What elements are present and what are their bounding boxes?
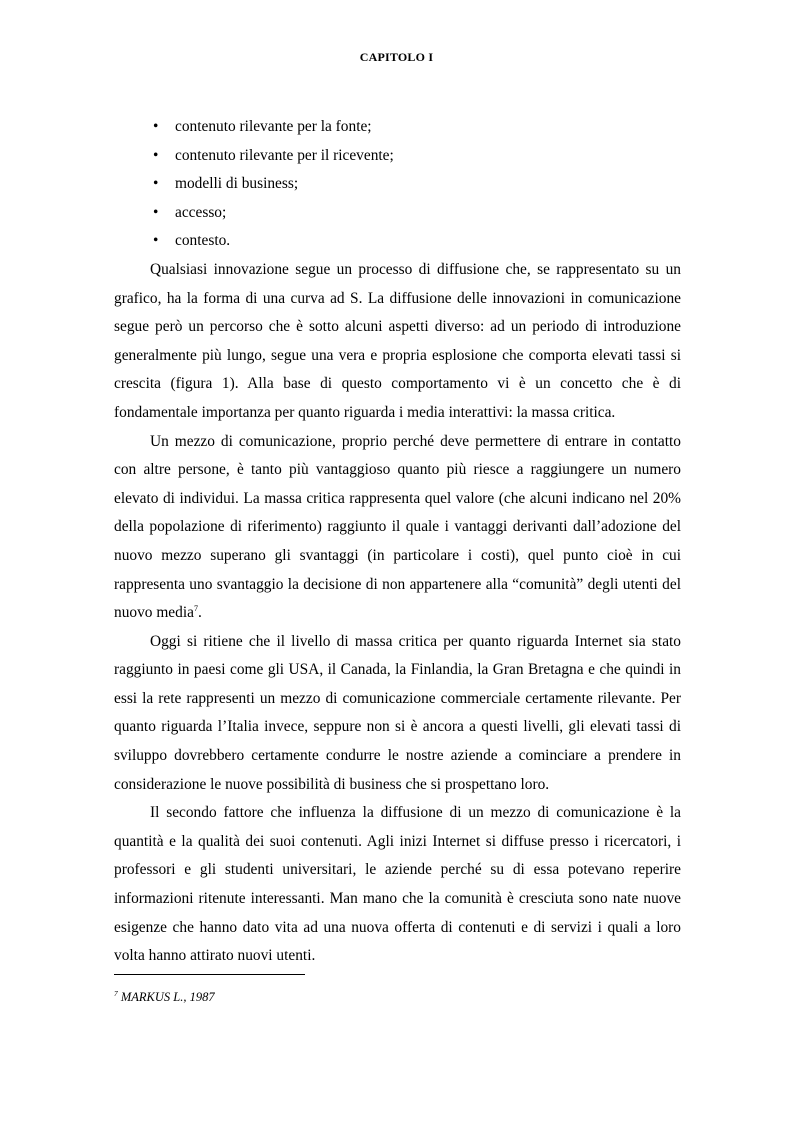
list-item: [114, 227, 681, 256]
body-text: [114, 113, 681, 971]
footnote: [114, 990, 215, 1005]
paragraph-internet-critical-mass: Oggi si ritiene che il livello di massa critica per quanto riguarda Internet sia stato raggiunto in paesi come gli USA, il Canada, la Finlandia, la Gran Bretagna e che quindi in essi la rete rappresenti un mezzo di comunicazione commerciale certamente rilevante. Per quanto riguarda l’Italia invece, seppure non si è ancora a questi livelli, gli elevati tassi di sviluppo dovrebbero certamente condurre le nostre aziende a cominciare a prendere in considerazione le nuove possibilità di business che si prospettano loro.: [114, 632, 681, 793]
bullet-icon: •: [153, 232, 159, 250]
list-item: [114, 199, 681, 228]
list-item: [114, 113, 681, 142]
bullet-list: [114, 113, 681, 256]
list-item-text: accesso;: [175, 203, 227, 221]
footnote-reference[interactable]: 7: [193, 603, 198, 613]
paragraph-critical-mass: [114, 428, 681, 628]
footnote-divider: [114, 974, 305, 975]
paragraph-critical-mass-end: .: [197, 604, 202, 622]
list-item-text: contesto.: [175, 232, 231, 250]
bullet-icon: •: [153, 175, 159, 193]
paragraph-s-curve: Qualsiasi innovazione segue un processo di diffusione che, se rappresentato su un grafico, ha la forma di una curva ad S. La diffusione delle innovazioni in comunicazione segue però un percorso che è sotto alcuni aspetti diverso: ad un periodo di introduzione generalmente più lungo, segue una vera e propria esplosione che comporta elevati tassi si crescita (figura 1). Alla base di questo comportamento vi è un concetto che è di fondamentale importanza per quanto riguarda i media interattivi: la massa critica.: [114, 260, 681, 421]
chapter-header: CAPITOLO I: [359, 50, 434, 64]
list-item: [114, 170, 681, 199]
list-item-text: contenuto rilevante per il ricevente;: [175, 146, 394, 164]
paragraph-critical-mass-text: Un mezzo di comunicazione, proprio perché deve permettere di entrare in contatto con altre persone, è tanto più vantaggioso quanto più riesce a raggiungere un numero elevato di individui. La massa critica rappresenta quel valore (che alcuni indicano nel 20% della popolazione di riferimento) raggiunto il quale i vantaggi derivanti dall’adozione del nuovo mezzo superano gli svantaggi (in particolare i costi), quel punto cioè in cui rappresenta uno svantaggio la decisione di non appartenere alla “comunità” degli utenti del nuovo media: [114, 432, 681, 622]
bullet-icon: •: [153, 203, 159, 221]
footnote-text: MARKUS L., 1987: [117, 990, 215, 1004]
list-item-text: modelli di business;: [175, 175, 299, 193]
footnote-number: 7: [114, 988, 118, 998]
list-item-text: contenuto rilevante per la fonte;: [175, 118, 372, 135]
bullet-icon: •: [153, 146, 159, 164]
bullet-icon: •: [153, 118, 159, 135]
paragraph-content-factor: Il secondo fattore che influenza la diffusione di un mezzo di comunicazione è la quantità e la qualità dei suoi contenuti. Agli inizi Internet si diffuse presso i ricercatori, i professori e gli studenti universitari, le aziende perché su di essa potevano reperire informazioni ritenute interessanti. Man mano che la comunità è cresciuta sono nate nuove esigenze che hanno dato vita ad una nuova offerta di contenuti e di servizi i quali a loro volta hanno attirato nuovi utenti.: [114, 804, 681, 965]
list-item: [114, 142, 681, 171]
